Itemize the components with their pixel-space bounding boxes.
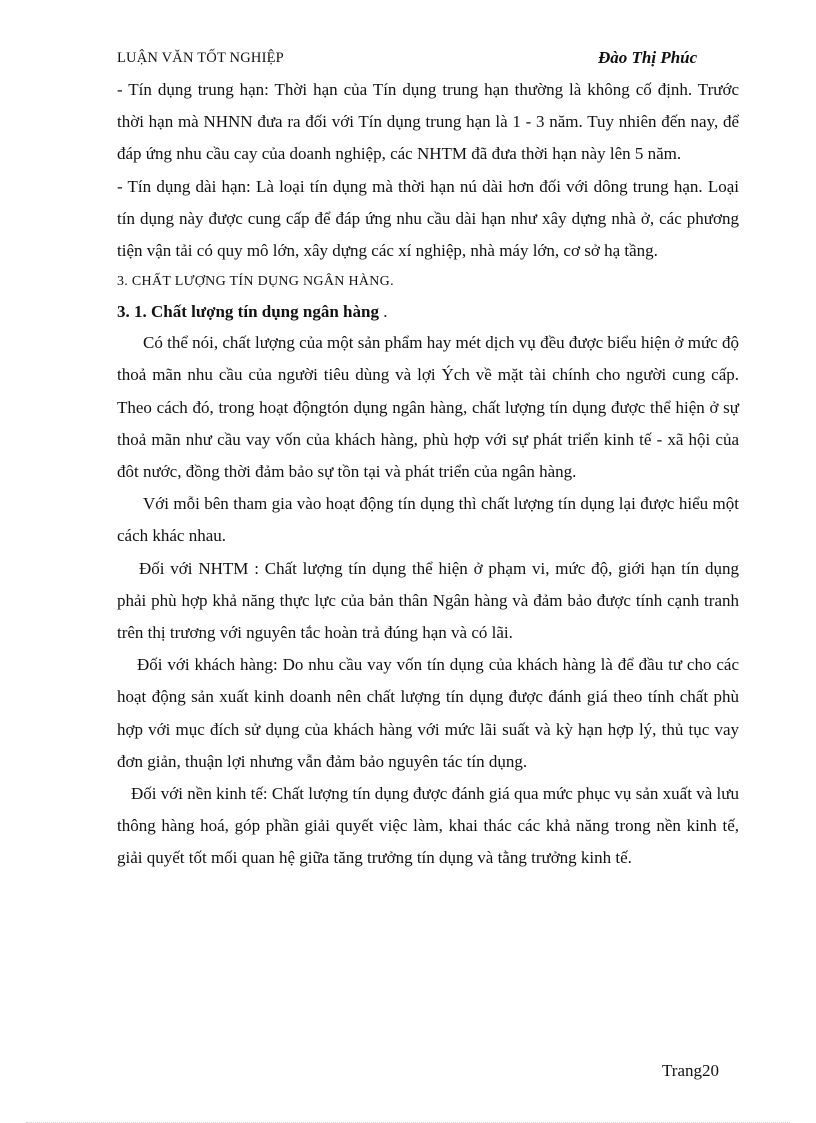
header-thesis-title: LUẬN VĂN TỐT NGHIỆP <box>117 50 284 66</box>
paragraph-participants: Với mỗi bên tham gia vào hoạt động tín dụng thì chất lượng tín dụng lại được hiểu một cách khác nhau. <box>117 494 739 546</box>
paragraph-long-term-credit: - Tín dụng dài hạn: Là loại tín dụng mà thời hạn nú dài hơn đối với dông trung hạn. Loại tín dụng này được cung cấp để đáp ứng nhu cầu dài hạn như xây dựng nhà ở, các phương tiện vận tải có quy mô lớn, xây dựng các xí nghiệp, nhà máy lớn, cơ sở hạ tầng. <box>117 176 739 261</box>
subsection-heading <box>117 297 739 327</box>
paragraph-medium-term-credit: - Tín dụng trung hạn: Thời hạn của Tín dụng trung hạn thường là không cố định. Trước thời hạn mà NHNN đưa ra đối với Tín dụng trung hạn là 1 - 3 năm. Tuy nhiên đến nay, để đáp ứng nhu cầu cay của doanh nghiệp, các NHTM đã đưa thời hạn này lên 5 năm. <box>117 80 739 164</box>
page-number: Trang20 <box>662 1061 719 1080</box>
paragraph-for-economy: Đối với nền kinh tế: Chất lượng tín dụng được đánh giá qua mức phục vụ sản xuất và lưu thông hàng hoá, góp phần giải quyết việc làm, khai thác các khả năng trong nền kinh tế, giải quyết tốt mối quan hệ giữa tăng trưởng tín dụng và tằng trưởng kinh tế. <box>117 784 739 868</box>
section-heading: 3. CHẤT LƯỢNG TÍN DỤNG NGÂN HÀNG. <box>117 274 394 290</box>
subsection-heading-suffix: . <box>378 302 388 322</box>
subsection-heading-text: 3. 1. Chất lượng tín dụng ngân hàng <box>117 302 379 322</box>
document-body <box>117 74 739 875</box>
paragraph-for-commercial-banks: Đối với NHTM : Chất lượng tín dụng thể hiện ở phạm vi, mức độ, giới hạn tín dụng phải phù hợp khả năng thực lực của bản thân Ngân hàng và đảm bảo được tính cạnh tranh trên thị trương với nguyên tắc hoàn trả đúng hạn và có lãi. <box>117 558 739 643</box>
paragraph-quality-definition: Có thể nói, chất lượng của một sản phẩm hay mét dịch vụ đều được biểu hiện ở mức độ thoả mãn nhu cầu của người tiêu dùng và lợi Ých về mặt tài chính cho người cung cấp. Theo cách đó, trong hoạt độngtón dụng ngân hàng, chất lượng tín dụng được thể hiện ở sự thoả mãn như cầu vay vốn của khách hàng, phù hợp với sự phát triển kinh tế - xã hội của đôt nước, đồng thời đảm bảo sự tồn tại và phát triển của ngân hàng. <box>117 333 739 482</box>
header-author-name: Đào Thị Phúc <box>598 48 698 67</box>
paragraph-for-customers: Đối với khách hàng: Do nhu cầu vay vốn tín dụng của khách hàng là để đầu tư cho các hoạt động sản xuất kinh doanh nên chất lượng tín dụng được đánh giá theo tính chất phù hợp với mục đích sử dụng của khách hàng với mức lãi suất và kỳ hạn hợp lý, thủ tục vay đơn giản, thuận lợi nhưng vẫn đảm bảo nguyên tác tín dụng. <box>117 655 739 771</box>
